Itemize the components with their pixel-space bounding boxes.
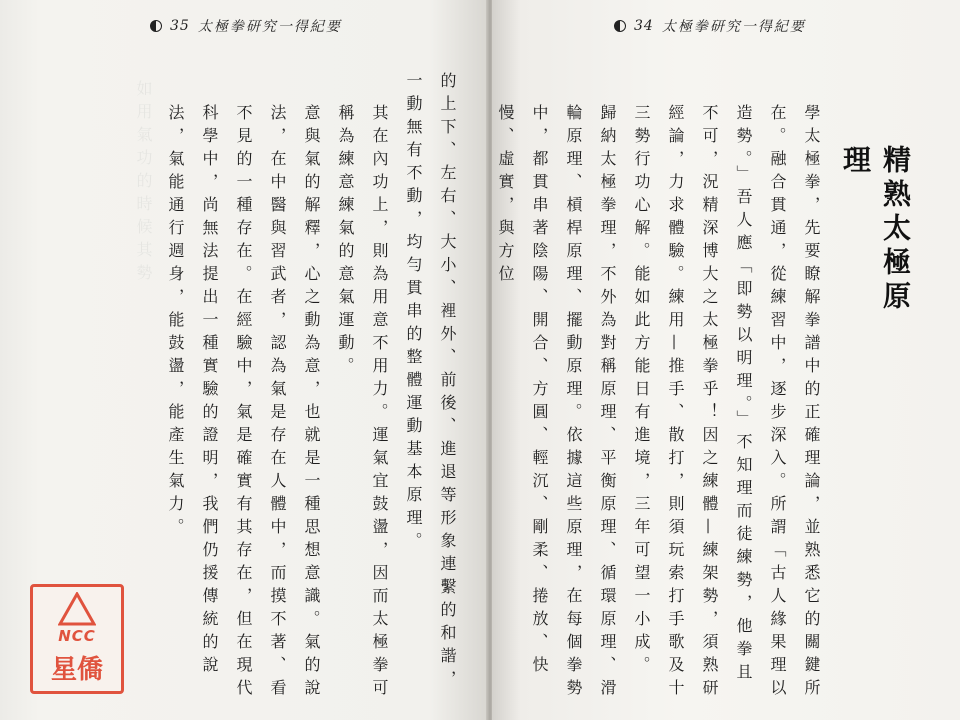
right-page-header: [614, 14, 806, 38]
left-paragraph-1: 的上下、左右、大小、裡外、前後、進退等形象連繫的和諧，一動無有不動，均勻貫串的整體運動基本原理。: [404, 72, 457, 693]
right-paragraph-1: 學太極拳，先要瞭解拳譜中的正確理論，並熟悉它的關鍵所在。融合貫通，從練習中，逐步深入。所謂「古人緣果理以造勢。」吾人應「即勢以明理。」不知理而徒練勢，他拳且不可，況精深博大之太極拳乎！因之練體—練架勢，須熟研經論，力求體驗。練用—推手、散打，則須玩索打手歌及十三勢行功心解。能如此方能日有進境，三年可望一小成。: [632, 104, 821, 702]
left-header-title: 太極拳研究一得紀要: [197, 19, 342, 35]
yin-yang-icon: [150, 20, 162, 32]
chapter-title: 精熟太極原理: [839, 145, 912, 315]
show-through-text: 如用氣功的時候其勢: [134, 80, 153, 287]
stamp-text-cn: 星僑: [50, 655, 103, 685]
triangle-logo-icon: [58, 592, 96, 626]
stamp-text-en: NCC: [58, 627, 96, 645]
right-page-number: 34: [634, 18, 654, 34]
left-paragraph-3: 意與氣的解釋，心之動為意，也就是一種思想意識。氣的說法，在中醫與習武者，認為氣是存在人體中，而摸不著、看不見的一種存在。在經驗中，氣是確實有其存在，但在現代科學中，尚無法提出一種實驗的證明，我們仍援傳統的說法，氣能通行週身，能鼓盪，能產生氣力。: [166, 104, 321, 702]
left-page-header: [150, 14, 342, 38]
yin-yang-icon: [614, 20, 626, 32]
left-paragraph-2: 其在內功上，則為用意不用力。運氣宜鼓盪，因而太極拳可稱為練意練氣的意氣運動。: [336, 104, 389, 702]
right-body-text: [496, 72, 828, 702]
left-page-number: 35: [170, 18, 190, 34]
ncc-watermark-stamp: [30, 584, 124, 694]
left-body-text: [168, 72, 464, 702]
right-paragraph-2: 歸納太極拳理，不外為對稱原理、平衡原理、循環原理、滑輪原理、槓桿原理、擺動原理。依據這些原理，在每個拳勢中，都貫串著陰陽、開合、方圓、輕沉、剛柔、捲放、快慢、虛實，與方位: [496, 104, 617, 702]
right-header-title: 太極拳研究一得紀要: [661, 19, 806, 35]
